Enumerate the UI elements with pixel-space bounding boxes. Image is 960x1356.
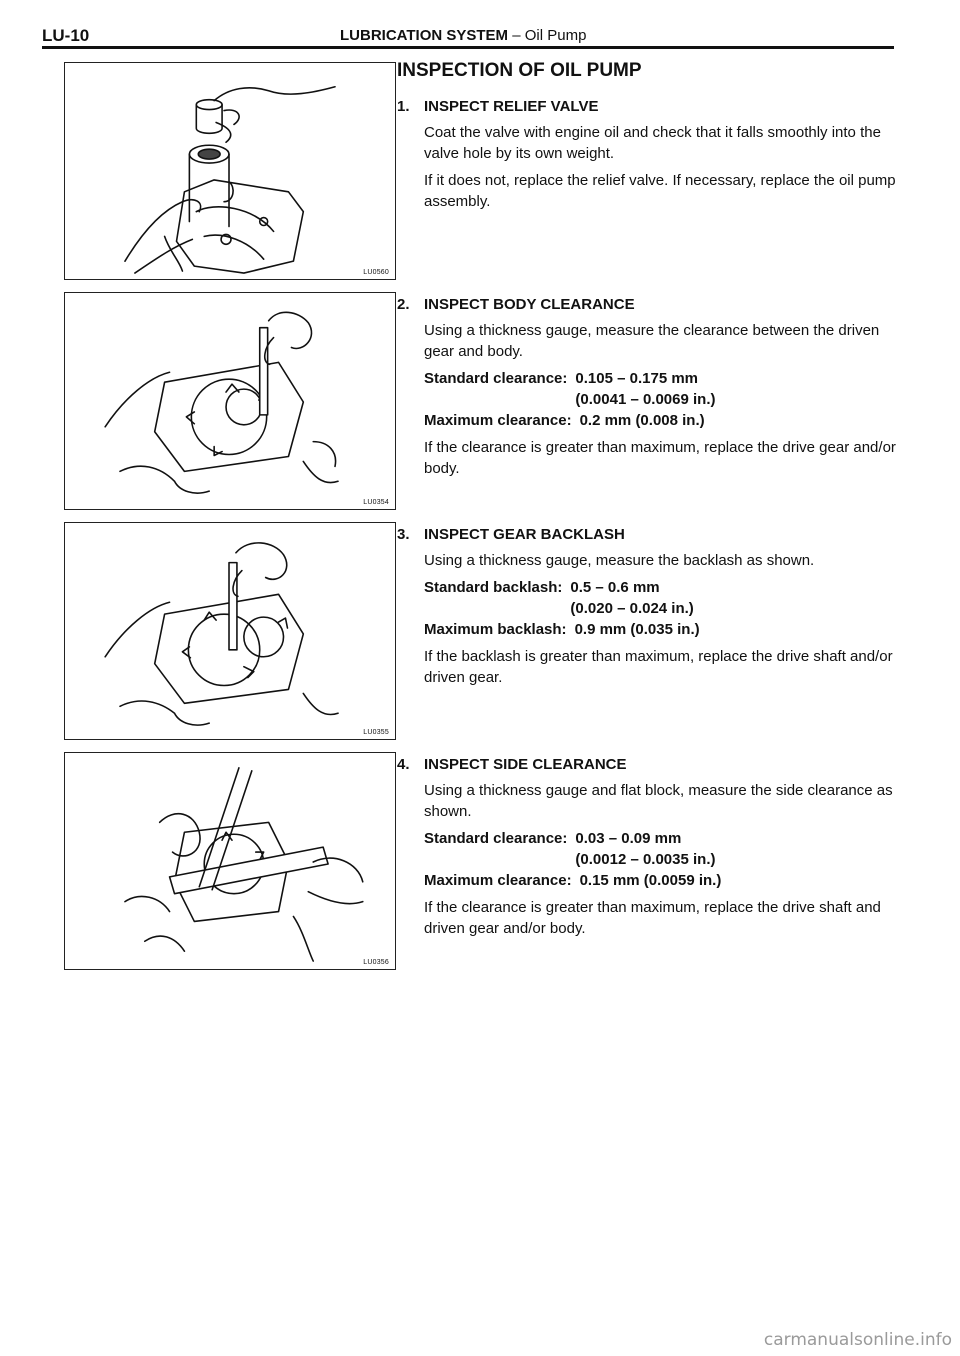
spec-value-imperial: (0.0041 – 0.0069 in.): [575, 391, 716, 408]
section-number: 3.: [397, 526, 410, 543]
section-heading: [397, 98, 897, 120]
spec-label: Standard clearance:: [424, 370, 568, 387]
spec-value-imperial: (0.0012 – 0.0035 in.): [575, 851, 716, 868]
section-heading: [397, 526, 897, 548]
holding-hands: [105, 372, 338, 493]
note-text: If the backlash is greater than maximum, replace the drive shaft and/or driven gear.: [424, 648, 893, 686]
spec-row: [424, 410, 897, 431]
section-body: [424, 320, 897, 479]
spec-row: [424, 368, 897, 410]
header-subsection: Oil Pump: [524, 27, 587, 44]
section-number: 4.: [397, 756, 410, 773]
figure-body-clearance: [64, 292, 396, 510]
spec-label: Maximum clearance:: [424, 872, 572, 889]
page-title: INSPECTION OF OIL PUMP: [397, 60, 642, 81]
header-section: LUBRICATION SYSTEM: [340, 27, 509, 44]
figure-relief-valve: [64, 62, 396, 280]
section-title: INSPECT SIDE CLEARANCE: [424, 756, 627, 773]
spec-row: [424, 619, 897, 640]
section-side-clearance: [397, 756, 897, 945]
holding-hands: [105, 602, 338, 725]
cover-rib: [196, 207, 273, 259]
pump-body-neck: [189, 154, 229, 226]
relief-valve-illustration: [65, 63, 395, 279]
figure-gear-backlash: [64, 522, 396, 740]
header-separator: –: [508, 27, 525, 44]
spec-value: [575, 368, 715, 410]
section-body: [424, 550, 897, 688]
section-body-clearance: [397, 296, 897, 485]
spec-label: Maximum clearance:: [424, 412, 572, 429]
figure-code: LU0356: [363, 959, 389, 966]
section-heading: [397, 756, 897, 778]
spec-value-metric: 0.105 – 0.175 mm: [575, 370, 698, 387]
left-hand: [125, 896, 184, 951]
section-title: INSPECT BODY CLEARANCE: [424, 296, 635, 313]
section-title: INSPECT GEAR BACKLASH: [424, 526, 625, 543]
intro-text: Using a thickness gauge, measure the clearance between the driven gear and body.: [424, 322, 880, 360]
side-clearance-illustration: [65, 753, 395, 969]
section-gear-backlash: [397, 526, 897, 694]
spec-label: Standard clearance:: [424, 830, 568, 847]
paragraph: If it does not, replace the relief valve. If necessary, replace the oil pump assembly.: [424, 172, 896, 210]
pump-body-cover: [176, 180, 303, 273]
flat-block: [170, 847, 329, 894]
spec-value: [570, 577, 693, 619]
figure-code: LU0354: [363, 499, 389, 506]
spec-value: 0.9 mm (0.035 in.): [574, 621, 700, 638]
spec-label: Standard backlash:: [424, 579, 563, 596]
spec-row: [424, 577, 897, 619]
figure-side-clearance: [64, 752, 396, 970]
gauge-hand: [265, 312, 312, 364]
figure-code: LU0560: [363, 269, 389, 276]
drive-gear: [244, 617, 284, 657]
spec-value-metric: 0.03 – 0.09 mm: [575, 830, 682, 847]
spec-label: Maximum backlash:: [424, 621, 567, 638]
watermark[interactable]: carmanualsonline.info: [763, 1330, 952, 1350]
spec-value-imperial: (0.020 – 0.024 in.): [570, 600, 694, 617]
figure-code: LU0355: [363, 729, 389, 736]
note-text: If the clearance is greater than maximum, replace the drive gear and/or body.: [424, 439, 896, 477]
section-number: 1.: [397, 98, 410, 115]
intro-text: Using a thickness gauge and flat block, measure the side clearance as shown.: [424, 782, 893, 820]
body-clearance-illustration: [65, 293, 395, 509]
paragraph: Coat the valve with engine oil and check that it falls smoothly into the valve hole by its own weight.: [424, 124, 881, 162]
section-number: 2.: [397, 296, 410, 313]
spec-row: [424, 870, 897, 891]
spec-value: 0.15 mm (0.0059 in.): [579, 872, 722, 889]
intro-text: Using a thickness gauge, measure the backlash as shown.: [424, 552, 815, 569]
page-number: LU-10: [42, 26, 90, 45]
page-header: [42, 26, 894, 49]
section-body: [424, 780, 897, 939]
gauge-hand: [160, 814, 200, 856]
gear-backlash-illustration: [65, 523, 395, 739]
section-body: [424, 122, 897, 212]
section-relief-valve: [397, 98, 897, 218]
note-text: If the clearance is greater than maximum, replace the drive shaft and driven gear and/or body.: [424, 899, 881, 937]
drive-gear: [226, 389, 262, 425]
spec-value: 0.2 mm (0.008 in.): [579, 412, 705, 429]
section-heading: [397, 296, 897, 318]
gauge-hand: [233, 543, 287, 596]
upper-hand: [214, 87, 335, 142]
spec-value: [575, 828, 715, 870]
header-title: [340, 27, 586, 44]
spec-value-metric: 0.5 – 0.6 mm: [570, 579, 660, 596]
thickness-gauge: [260, 328, 268, 415]
spec-row: [424, 828, 897, 870]
thickness-gauge: [229, 563, 237, 650]
right-hand: [293, 858, 362, 961]
section-title: INSPECT RELIEF VALVE: [424, 98, 599, 115]
